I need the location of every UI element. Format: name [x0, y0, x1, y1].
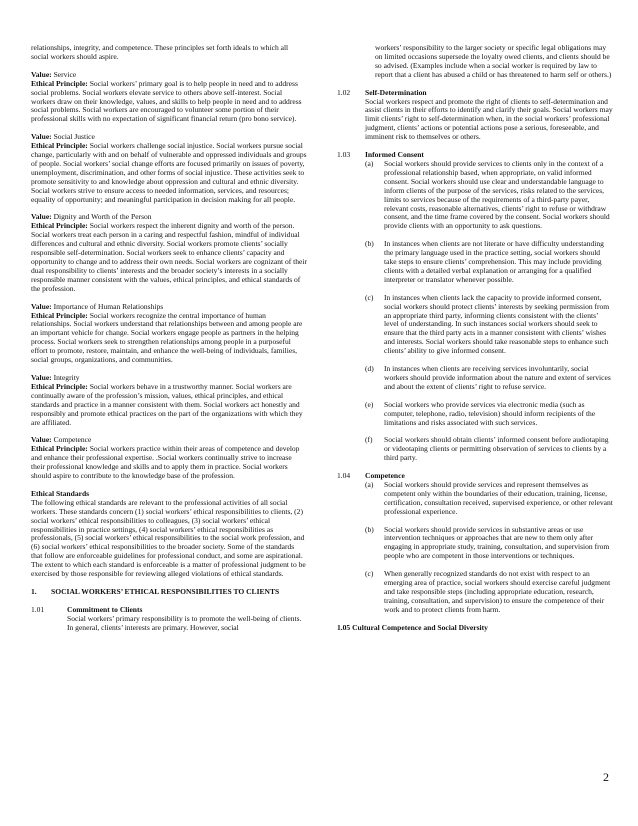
list-item	[365, 294, 613, 356]
section-1-03-number: 1.03	[337, 150, 351, 159]
ethical-standards-block	[31, 490, 307, 579]
value-name: Importance of Human Relationships	[53, 301, 164, 311]
value-name: Dignity and Worth of the Person	[53, 212, 152, 222]
section-1-05-title: Cultural Competence and Social Diversity	[352, 622, 488, 632]
item-label: (a)	[365, 479, 374, 489]
section-1-05-number: 1.05	[337, 622, 351, 632]
item-label: (a)	[365, 158, 374, 168]
item-label: (c)	[365, 569, 374, 579]
value-name: Social Justice	[53, 132, 95, 142]
value-label: Value:	[31, 212, 52, 222]
section-1-02-title: Self-Determination	[365, 87, 427, 97]
section-1-02	[337, 89, 613, 143]
item-text: Social workers should provide services and represent themselves as competent only within the boundaries of their education, training, license, certification, consultation received, supervised experience, or other relevant professional experience.	[384, 479, 613, 516]
principle-text: Social workers’ primary goal is to help people in need and to address social problems. Social workers elevate service to others above self-interest. Social workers draw on their knowledge, values, and skills to help people in need and to address social problems. Social workers are encouraged to volunteer some portion of their professional skills with no expectation of significant financial return (pro bono service).	[31, 78, 302, 124]
value-name: Integrity	[53, 372, 80, 382]
left-column	[31, 44, 307, 633]
value-block-dignity	[31, 213, 307, 293]
principle-text: Social workers respect the inherent dignity and worth of the person. Social workers treat each person in a caring and respectful fashion, mindful of individual differences and cultural and ethnic diversity. Social workers promote clients’ socially responsible self-determination. Social workers seek to enhance clients’ capacity and opportunity to change and to address their own needs. Social workers are cognizant of their dual responsibility to clients’ interests and the broader society’s interests in a socially responsible manner consistent with the values, ethical principles, and ethical standards of the profession.	[31, 221, 308, 293]
list-item	[365, 365, 613, 392]
value-block-competence	[31, 436, 307, 481]
item-label: (e)	[365, 399, 374, 409]
principle-label: Ethical Principle:	[31, 310, 88, 320]
ethical-standards-heading: Ethical Standards	[31, 488, 90, 498]
section-1-01-text: Social workers’ primary responsibility is to promote the well-being of clients. In general, clients’ interests are primary. However, social	[67, 613, 302, 632]
principle-text: Social workers behave in a trustworthy manner. Social workers are continually aware of the profession’s mission, values, ethical principles, and ethical standards and practice in a manner consistent with them. Social workers act honestly and responsibly and promote ethical practices on the part of the organizations with which they are affiliated.	[31, 381, 303, 427]
section-1-05-heading	[337, 624, 613, 633]
item-label: (c)	[365, 292, 374, 302]
item-text: Social workers should provide services in substantive areas or use intervention techniques or approaches that are new to them only after engaging in appropriate study, training, consultation, and supervision from people who are competent in those interventions or techniques.	[384, 524, 610, 561]
ethical-standards-text: The following ethical standards are relevant to the professional activities of all social workers. These standards concern (1) social workers’ ethical responsibilities to clients, (2) social workers’ ethical responsibilities to colleagues, (3) social workers’ ethical responsibilities in practice settings, (4) social workers’ ethical responsibilities as professionals, (5) social workers’ ethical responsibilities to the social work profession, and (6) social workers’ ethical responsibilities to the broader society. Some of the standards that follow are enforceable guidelines for professional conduct, and some are aspirational. The extent to which each standard is enforceable is a matter of professional judgment to be exercised by those responsible for reviewing alleged violations of ethical standards.	[31, 497, 306, 579]
item-label: (b)	[365, 239, 374, 249]
section-1-number: 1.	[31, 586, 37, 596]
value-block-social-justice	[31, 133, 307, 204]
principle-label: Ethical Principle:	[31, 78, 88, 88]
principle-paragraph	[31, 80, 307, 125]
principle-paragraph	[31, 312, 307, 366]
list-item	[365, 526, 613, 562]
principle-label: Ethical Principle:	[31, 141, 88, 151]
section-1-02-text: Social workers respect and promote the right of clients to self-determination and assist clients in their efforts to identify and clarify their goals. Social workers may limit clients’ right to self-determination when, in the social workers’ professional judgment, clients’ actions or potential actions pose a serious, foreseeable, and imminent risk to themselves or others.	[365, 96, 613, 142]
right-column	[337, 44, 613, 633]
value-block-service	[31, 71, 307, 125]
list-item	[365, 436, 613, 463]
section-1-04	[337, 472, 613, 615]
section-1-02-number: 1.02	[337, 87, 351, 97]
value-label: Value:	[31, 372, 52, 382]
principle-label: Ethical Principle:	[31, 221, 88, 231]
value-label: Value:	[31, 301, 52, 311]
item-text: In instances when clients are receiving services involuntarily, social workers should provide information about the nature and extent of services and about the extent of clients’ right to refuse service.	[384, 364, 611, 391]
list-item	[365, 240, 613, 285]
section-1-03-title: Informed Consent	[365, 150, 424, 159]
section-1-heading	[31, 588, 307, 597]
item-text: When generally recognized standards do not exist with respect to an emerging area of practice, social workers should exercise careful judgment and take responsible steps (including appropriate education, research, training, consultation, and supervision) to ensure the competence of their work and to protect clients from harm.	[384, 569, 611, 614]
section-1-04-title: Competence	[365, 471, 405, 480]
principle-paragraph	[31, 222, 307, 293]
intro-paragraph: relationships, integrity, and competence. These principles set forth ideals to which all social workers should aspire.	[31, 43, 289, 61]
value-name: Service	[53, 69, 77, 79]
section-1-04-number: 1.04	[337, 471, 351, 480]
list-item	[365, 481, 613, 517]
list-item	[365, 401, 613, 428]
item-text: Social workers should provide services to clients only in the context of a professional relationship based, when appropriate, on valid informed consent. Social workers should use clear and understandable language to inform clients of the purpose of the services, risks related to the services, limits to services because of the requirements of a third-party payer, relevant costs, reasonable alternatives, clients’ right to refuse or withdraw consent, and the time frame covered by the consent. Social workers should provide clients with an opportunity to ask questions.	[384, 158, 610, 231]
item-text: In instances when clients are not literate or have difficulty understanding the primary language used in the practice setting, social workers should take steps to ensure clients’ comprehension. This may include providing clients with a detailed verbal explanation or arranging for a qualified interpreter or translator whenever possible.	[384, 239, 604, 284]
value-label: Value:	[31, 69, 52, 79]
item-text: Social workers should obtain clients’ informed consent before audiotaping or videotaping clients or permitting observation of services to clients by a third party.	[384, 435, 609, 463]
item-text: In instances when clients lack the capacity to provide informed consent, social workers should protect clients’ interests by seeking permission from an appropriate third party, informing clients consistent with the clients’ level of understanding. In such instances social workers should seek to ensure that the third party acts in a manner consistent with clients’ wishes and interests. Social workers should take reasonable steps to enhance such clients’ ability to give informed consent.	[384, 292, 610, 356]
item-label: (f)	[365, 435, 373, 445]
value-name: Competence	[53, 435, 92, 445]
page-number: 2	[603, 770, 609, 784]
principle-text: Social workers recognize the central importance of human relationships. Social workers understand that relationships between and among people are an important vehicle for change. Social workers engage people as partners in the helping process. Social workers seek to strengthen relationships among people in a purposeful effort to promote, restore, maintain, and enhance the well-being of individuals, families, social groups, organizations, and communities.	[31, 310, 303, 365]
list-item	[365, 160, 613, 231]
principle-label: Ethical Principle:	[31, 381, 88, 391]
section-1-title: SOCIAL WORKERS’ ETHICAL RESPONSIBILITIES TO CLIENTS	[51, 586, 280, 596]
list-item	[365, 570, 613, 615]
value-block-integrity	[31, 374, 307, 428]
section-1-01-number: 1.01	[31, 604, 45, 614]
continued-paragraph: workers’ responsibility to the larger society or specific legal obligations may on limited occasions supersede the loyalty owed clients, and clients should be so advised. (Examples include when a social worker is required by law to report that a client has abused a child or has threatened to harm self or others.)	[375, 43, 612, 79]
value-label: Value:	[31, 132, 52, 142]
principle-paragraph	[31, 383, 307, 428]
principle-label: Ethical Principle:	[31, 444, 88, 454]
principle-text: Social workers practice within their areas of competence and develop and enhance their professional expertise. .Social workers continually strive to increase their professional knowledge and skills and to apply them in practice. Social workers should aspire to contribute to the knowledge base of the profession.	[31, 444, 300, 481]
item-label: (b)	[365, 524, 374, 534]
item-text: Social workers who provide services via electronic media (such as computer, telephone, radio, television) should inform recipients of the limitations and risks associated with such services.	[384, 399, 596, 427]
principle-paragraph	[31, 142, 307, 204]
value-block-relationships	[31, 303, 307, 365]
principle-paragraph	[31, 445, 307, 481]
section-1-01-title: Commitment to Clients	[67, 604, 143, 614]
value-label: Value:	[31, 435, 52, 445]
section-1-01	[31, 606, 307, 633]
principle-text: Social workers challenge social injustice. Social workers pursue social change, particularly with and on behalf of vulnerable and oppressed individuals and groups of people. Social workers’ social change efforts are focused primarily on issues of poverty, unemployment, discrimination, and other forms of social injustice. These activities seek to promote sensitivity to and knowledge about oppression and cultural and ethnic diversity. Social workers strive to ensure access to needed information, services, and resources; equality of opportunity; and meaningful participation in decision making for all people.	[31, 141, 307, 204]
section-1-03	[337, 151, 613, 463]
item-label: (d)	[365, 364, 374, 374]
